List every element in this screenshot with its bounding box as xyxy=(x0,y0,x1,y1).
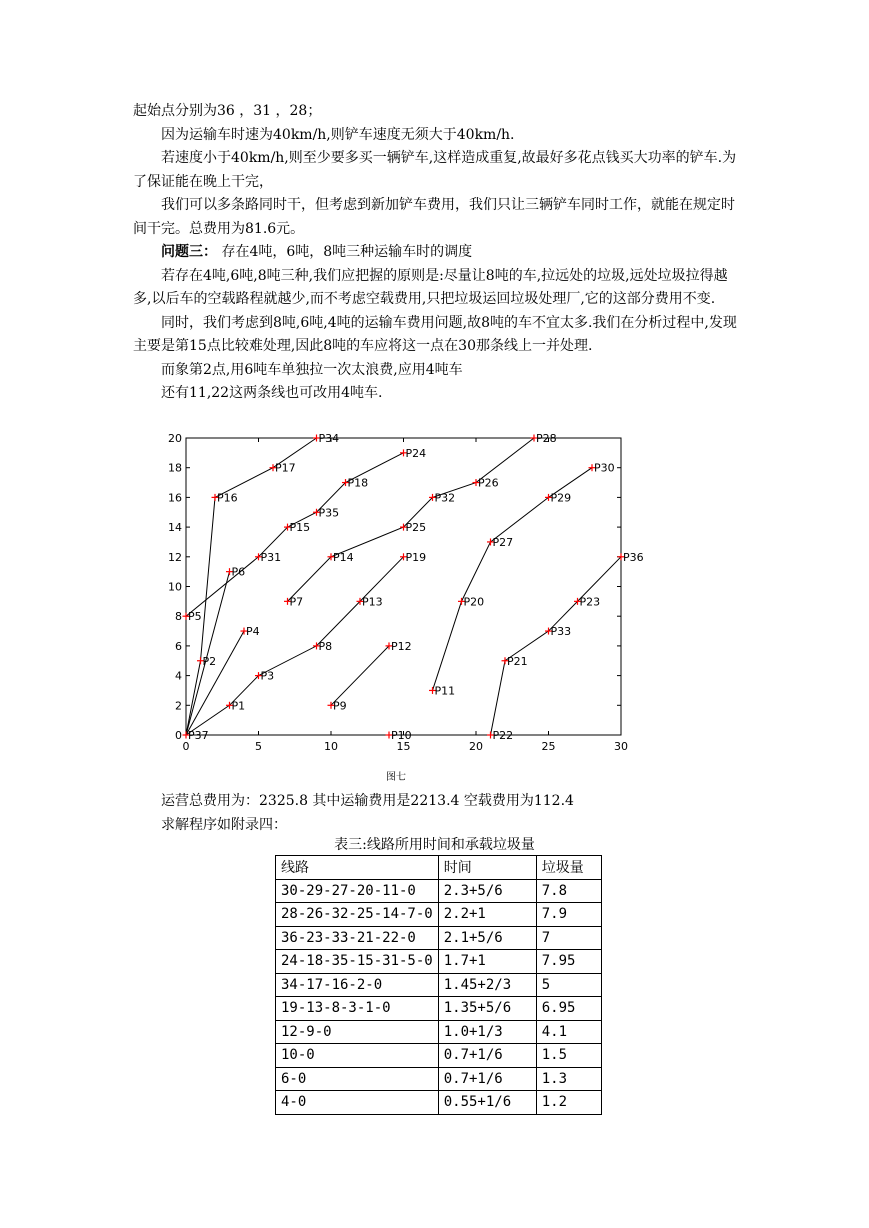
time-cell: 0.55+1/6 xyxy=(438,1091,536,1115)
point-label: P26 xyxy=(478,476,499,490)
paragraph-lines-11-22: 还有11,22这两条线也可改用4吨车. xyxy=(161,385,383,401)
route-line xyxy=(491,557,622,735)
point-label: P36 xyxy=(623,550,644,564)
time-cell: 0.7+1/6 xyxy=(438,1067,536,1091)
point-label: P20 xyxy=(463,595,485,609)
point-label: P12 xyxy=(391,639,412,653)
point-label: P29 xyxy=(550,491,572,505)
table-title: 表三:线路所用时间和承载垃圾量 xyxy=(334,837,535,853)
time-cell: 1.7+1 xyxy=(438,950,536,974)
paragraph-principle: 若存在4吨,6吨,8吨三种,我们应把握的原则是:尽量让8吨的车,拉远处的垃圾,远处垃圾拉得越多,以后车的空载路程就越少,而不考虑空载费用,只把垃圾运回垃圾处理厂,它的这部分费用不变. xyxy=(133,267,728,307)
time-cell: 1.45+2/3 xyxy=(438,973,536,997)
y-tick-label: 10 xyxy=(168,580,182,594)
route-cell: 36-23-33-21-22-0 xyxy=(276,926,439,950)
section-label: 问题三： xyxy=(161,244,217,260)
time-cell: 0.7+1/6 xyxy=(438,1044,536,1068)
point-label: P14 xyxy=(333,550,354,564)
route-lines xyxy=(186,438,621,735)
point-label: P28 xyxy=(536,432,557,445)
route-chart xyxy=(150,428,650,763)
point-label: P10 xyxy=(391,729,412,742)
y-tick-label: 0 xyxy=(175,729,182,742)
y-tick-label: 2 xyxy=(175,699,182,713)
route-line xyxy=(186,631,244,735)
point-label: P8 xyxy=(318,639,333,653)
route-cell: 19-13-8-3-1-0 xyxy=(276,997,439,1021)
point-label: P2 xyxy=(202,654,217,668)
section-heading xyxy=(133,241,738,265)
y-tick-label: 14 xyxy=(168,521,182,535)
time-cell: 2.1+5/6 xyxy=(438,926,536,950)
point-label: P19 xyxy=(405,550,427,564)
point-label: P30 xyxy=(594,461,615,475)
x-tick-label: 30 xyxy=(614,740,628,753)
point-label: P25 xyxy=(405,521,427,535)
route-line xyxy=(288,438,535,601)
point-label: P1 xyxy=(231,699,246,713)
point-label: P23 xyxy=(579,595,601,609)
point-label: P3 xyxy=(260,669,275,683)
y-tick-label: 6 xyxy=(175,639,182,653)
x-tick-label: 20 xyxy=(469,740,483,753)
header-time: 时间 xyxy=(438,856,536,880)
route-table-body xyxy=(276,856,602,1115)
point-label: P37 xyxy=(188,729,209,742)
point-label: P18 xyxy=(347,476,369,490)
result-summary xyxy=(161,790,574,837)
y-tick-label: 18 xyxy=(168,461,182,475)
y-tick-label: 20 xyxy=(168,432,182,445)
cost-summary: 运营总费用为：2325.8 其中运输费用是2213.4 空载费用为112.4 xyxy=(161,793,574,809)
table-row xyxy=(276,1020,602,1044)
table-row xyxy=(276,1044,602,1068)
load-cell: 6.95 xyxy=(536,997,601,1021)
point-label: P15 xyxy=(289,521,311,535)
paragraph-start-points: 起始点分别为36 ，31 ，28； xyxy=(133,103,322,119)
load-cell: 7.95 xyxy=(536,950,601,974)
point-label: P32 xyxy=(434,491,456,505)
load-cell: 5 xyxy=(536,973,601,997)
point-label: P27 xyxy=(492,535,514,549)
table-row xyxy=(276,950,602,974)
header-route: 线路 xyxy=(276,856,439,880)
x-tick-label: 10 xyxy=(324,740,338,753)
load-cell: 4.1 xyxy=(536,1020,601,1044)
appendix-note: 求解程序如附录四： xyxy=(161,816,287,833)
table-row xyxy=(276,973,602,997)
time-cell: 1.35+5/6 xyxy=(438,997,536,1021)
paragraph-speed: 因为运输车时速为40km/h,则铲车速度无须大于40km/h. xyxy=(161,126,515,143)
section-title: 存在4吨，6吨，8吨三种运输车时的调度 xyxy=(217,244,473,260)
route-line xyxy=(331,646,389,705)
route-cell: 30-29-27-20-11-0 xyxy=(276,879,439,903)
table-row xyxy=(276,1067,602,1091)
route-cell: 10-0 xyxy=(276,1044,439,1068)
point-label: P9 xyxy=(333,699,347,713)
table-header-row xyxy=(276,856,602,880)
table-row xyxy=(276,926,602,950)
point-label: P31 xyxy=(260,550,282,564)
load-cell: 1.3 xyxy=(536,1067,601,1091)
load-cell: 7 xyxy=(536,926,601,950)
y-tick-label: 8 xyxy=(175,610,182,624)
point-label: P17 xyxy=(275,461,296,475)
point-label: P33 xyxy=(550,625,572,639)
point-label: P11 xyxy=(434,684,456,698)
header-load: 垃圾量 xyxy=(536,856,601,880)
route-cell: 28-26-32-25-14-7-0 xyxy=(276,903,439,927)
point-label: P7 xyxy=(289,595,304,609)
point-label: P22 xyxy=(492,729,514,742)
time-cell: 1.0+1/3 xyxy=(438,1020,536,1044)
route-line xyxy=(186,557,404,735)
plot-frame xyxy=(186,438,621,735)
point-label: P16 xyxy=(217,491,238,505)
y-tick-label: 12 xyxy=(168,550,182,564)
route-cell: 4-0 xyxy=(276,1091,439,1115)
time-cell: 2.2+1 xyxy=(438,903,536,927)
y-tick-label: 16 xyxy=(168,491,182,505)
x-tick-label: 15 xyxy=(396,740,411,753)
point-label: P4 xyxy=(246,625,260,639)
route-cell: 34-17-16-2-0 xyxy=(276,973,439,997)
paragraph-total-cost: 我们可以多条路同时干，但考虑到新加铲车费用，我们只让三辆铲车同时工作，就能在规定时间干完。总费用为81.6元。 xyxy=(133,197,735,237)
route-line xyxy=(186,572,230,735)
load-cell: 1.5 xyxy=(536,1044,601,1068)
table-row xyxy=(276,997,602,1021)
x-tick-label: 0 xyxy=(182,740,190,753)
load-cell: 1.2 xyxy=(536,1091,601,1115)
route-cell: 12-9-0 xyxy=(276,1020,439,1044)
route-table xyxy=(275,855,602,1115)
point-label: P24 xyxy=(405,446,427,460)
table-row xyxy=(276,903,602,927)
body-text xyxy=(133,100,738,406)
paragraph-cost-analysis: 同时，我们考虑到8吨,6吨,4吨的运输车费用问题,故8吨的车不宜太多.我们在分析过程中,发现主要是第15点比较难处理,因此8吨的车应将这一点在30那条线上一并处理. xyxy=(133,314,737,354)
route-line xyxy=(186,438,317,735)
point-label: P21 xyxy=(507,654,528,668)
y-tick-label: 4 xyxy=(175,669,182,683)
route-cell: 6-0 xyxy=(276,1067,439,1091)
load-cell: 7.9 xyxy=(536,903,601,927)
point-label: P35 xyxy=(318,506,340,520)
x-tick-label: 5 xyxy=(255,740,262,753)
route-cell: 24-18-35-15-31-5-0 xyxy=(276,950,439,974)
time-cell: 2.3+5/6 xyxy=(438,879,536,903)
point-label: P34 xyxy=(318,432,340,445)
point-label: P13 xyxy=(362,595,383,609)
point-label: P6 xyxy=(231,565,246,579)
load-cell: 7.8 xyxy=(536,879,601,903)
table-row xyxy=(276,1091,602,1115)
point-label: P5 xyxy=(188,610,202,624)
figure-caption: 图七 xyxy=(386,772,406,783)
paragraph-point-2: 而象第2点,用6吨车单独拉一次太浪费,应用4吨车 xyxy=(161,361,463,378)
table-row xyxy=(276,879,602,903)
paragraph-loader-purchase: 若速度小于40km/h,则至少要多买一辆铲车,这样造成重复,故最好多花点钱买大功率的铲车.为了保证能在晚上干完， xyxy=(133,150,737,190)
x-tick-label: 25 xyxy=(541,740,556,753)
